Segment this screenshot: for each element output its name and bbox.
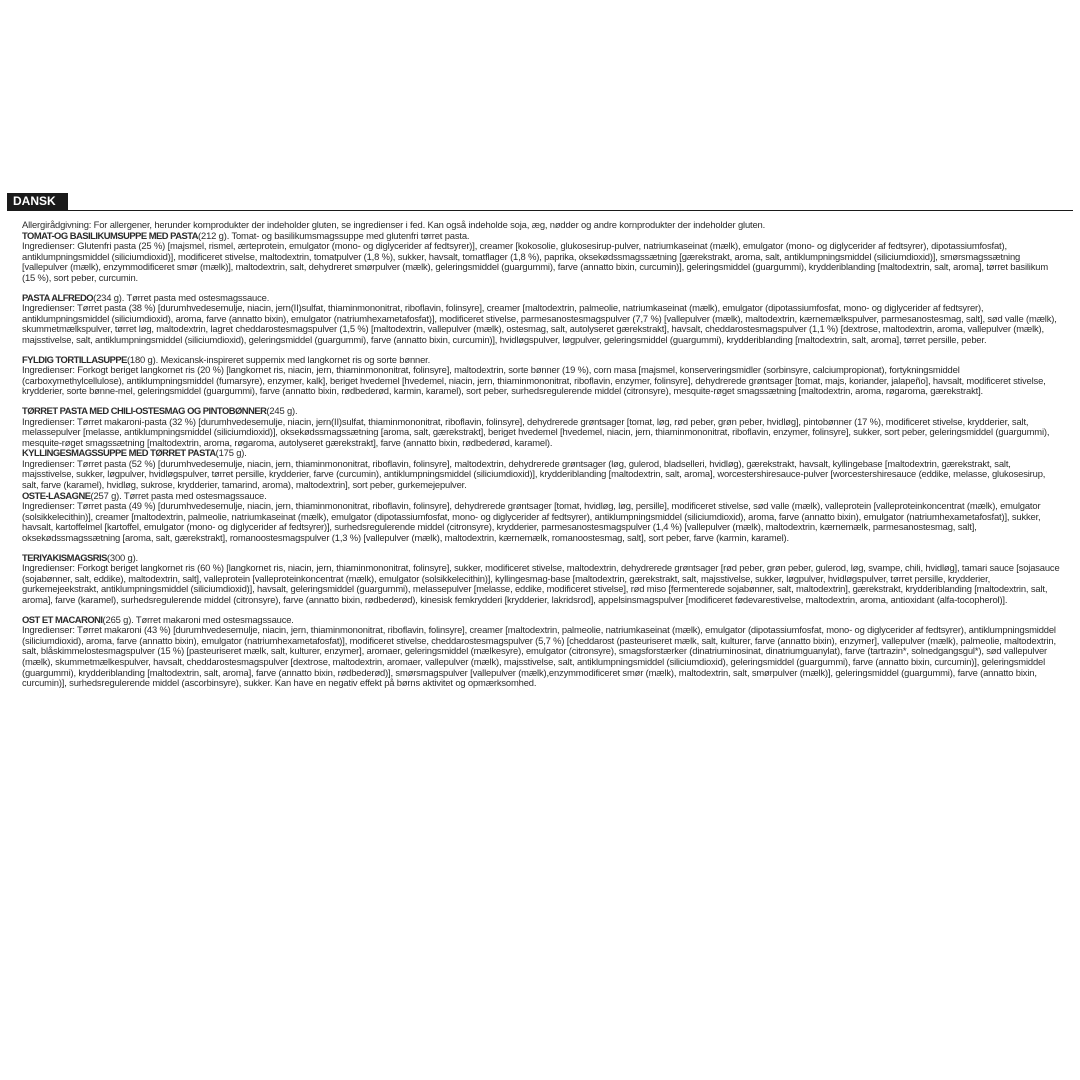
product-name: OST ET MACARONI xyxy=(22,613,103,625)
product-name: PASTA ALFREDO xyxy=(22,291,94,303)
product-name: TOMAT-OG BASILIKUMSUPPE MED PASTA xyxy=(22,229,199,241)
product-section xyxy=(22,615,1062,689)
product-weight: (212 g). xyxy=(198,229,230,241)
product-description: Tomat- og basilikumsmagssuppe med glutenfri tørret pasta. xyxy=(229,229,470,241)
product-header xyxy=(22,406,1062,417)
product-name: KYLLINGESMAGSSUPPE MED TØRRET PASTA xyxy=(22,447,216,459)
product-name: TERIYAKISMAGSRIS xyxy=(22,551,107,563)
product-name: FYLDIG TORTILLASUPPE xyxy=(22,353,127,365)
product-section xyxy=(22,355,1062,397)
product-weight: (245 g). xyxy=(266,404,298,416)
product-ingredients: Ingredienser: Tørret pasta (38 %) [durumhvedesemulje, niacin, jern(II)sulfat, thiaminmononitrat, riboflavin, folinsyre], creamer [maltodextrin, palmeolie, natriumkaseinat (mælk), emulgator (dipotassiumfosfat, mono- og diglycerider af fedtsyrer), antiklumpningsmiddel (siliciumdioxid), aroma, farve (annatto bixin), emulgator (natriumhexametafosfat)], modificeret stivelse, parmesanostesmagspulver (7,7 %) [vallepulver (mælk), maltodextrin, kærnemælkspulver, parmesanostesmag, salt], sød valle (mælk), skummetmælkspulver, tørret løg, maltodextrin, lagret cheddarostesmagspulver (1,5 %) [maltodextrin, vallepulver (mælk), ostesmag, salt, autolyseret gærekstrakt], havsalt, cheddarostesmagspulver (1,1 %) [dextrose, maltodextrin, aroma, vallepulver (mælk), majsstivelse, salt, antiklumpningsmiddel (siliciumdioxid), geleringsmiddel (guargummi), farve (annatto bixin, curcumin)], hvidløgspulver, løgpulver, geleringsmiddel (guargummi), krydderiblanding [maltodextrin, salt, aroma], tørret persille, peber. xyxy=(22,302,1057,345)
product-weight: (180 g). xyxy=(126,353,159,365)
language-label: DANSK xyxy=(7,193,68,210)
product-section xyxy=(22,293,1062,346)
product-weight: (257 g). xyxy=(90,489,122,501)
header-divider xyxy=(7,210,1073,211)
allergy-notice: Allergirådgivning: For allergener, herunder kornprodukter der indeholder gluten, se ingredienser i fed. Kan også indeholde soja, æg, nødder og andre kornprodukter der indeholder gluten. xyxy=(22,219,766,230)
product-weight: (300 g). xyxy=(106,551,139,563)
product-ingredients: Ingredienser: Tørret pasta (52 %) [durumhvedesemulje, niacin, jern, thiaminmononitrat, riboflavin, folinsyre], maltodextrin, dehydrerede grøntsager (løg, gulerod, bladselleri, hvidløg), gærekstrakt, havsalt, kyllingebase [maltodextrin, gærekstrakt, salt, majsstivelse, sukker, løgpulver, hvidløgspulver, tørret persille, krydderier, farve (curcumin), antiklumpningsmiddel (siliciumdioxid)], krydderiblanding [maltodextrin, salt, aroma], worcestershiresauce-pulver [worcestershiresauce (eddike, melasse, glukosesirup, salt, farve (karamel), hvidløg, sukrose, krydderier, tamarind, aroma), maltodextrin], sort peber, gurkemejepulver. xyxy=(22,457,1046,491)
product-section xyxy=(22,491,1062,544)
product-section xyxy=(22,406,1062,448)
product-description: Tørret makaroni med ostesmagssauce. xyxy=(133,613,294,625)
product-weight: (175 g). xyxy=(215,447,247,459)
product-section xyxy=(22,553,1062,606)
product-weight: (265 g). xyxy=(102,613,134,625)
product-ingredients: Ingredienser: Tørret makaroni-pasta (32 %) [durumhvedesemulje, niacin, jern(II)sulfat, thiaminmononitrat, riboflavin, folinsyre], dehydrerede grøntsager [tomat, løg, rød peber, grøn peber, hvidløg], pintobønner (17 %), modificeret stivelse, krydderier, salt, melassepulver [melasse, antiklumpningsmiddel (siliciumdioxid)], oksekødssmagssætning [aroma, salt, gærekstrakt], beriget hvedemel [hvedemel, niacin, jern, thiaminmononitrat, riboflavin, enzymer, folinsyre], sukker, sort peber, geleringsmiddel (guargummi), mesquite-røget smagssætning [maltodextrin, aroma, røgaroma, autolyseret gærekstrakt], farve (annatto bixin, rødbederød, karamel). xyxy=(22,415,1050,448)
product-name: OSTE-LASAGNE xyxy=(22,489,91,501)
product-section xyxy=(22,231,1062,284)
product-ingredients: Ingredienser: Glutenfri pasta (25 %) [majsmel, rismel, ærteprotein, emulgator (mono- og diglycerider af fedtsyrer)], creamer [kokosolie, glukosesirup-pulver, natriumkaseinat (mælk), emulgator (mono- og diglycerider af fedtsyrer), dipotassiumfosfat), antiklumpningsmiddel (siliciumdioxid)], modificeret stivelse, maltodextrin, tomatpulver (1,8 %), sukker, havsalt, tomatflager (1,8 %), paprika, oksekødssmagssætning [gærekstrakt, aroma, salt, antiklumpningsmiddel (siliciumdioxid)], smørsmagssætning [vallepulver (mælk), enzymmodificeret smør (mælk)], maltodextrin, salt, dehydreret smørpulver (mælk), geleringsmiddel (guargummi), farve (annatto bixin, curcumin)], geleringsmiddel (guargummi), krydderiblanding [maltodextrin, salt, aroma], tørret basilikum (15 %), sort peber, curcumin. xyxy=(22,240,1049,283)
ingredient-document xyxy=(22,220,1062,689)
product-description: Tørret pasta med ostesmagssauce. xyxy=(121,489,267,501)
product-ingredients: Ingredienser: Tørret pasta (49 %) [durumhvedesemulje, niacin, jern, thiaminmononitrat, riboflavin, folinsyre], dehydrerede grøntsager [tomat, hvidløg, løg, persille], modificeret stivelse, sød valle (mælk), valleprotein [valleproteinkoncentrat (mælk), emulgator (solsikkelecithin)], creamer [maltodextrin, palmeolie, natriumkaseinat (mælk), emulgator (dipotassiumfosfat, mono- og diglycerider af fedtsyrer), antiklumpningsmiddel (siliciumdioxid), aroma, farve (annatto bixin), emulgator (natriumhexametafosfat)], sukker, havsalt, kartoffelmel [kartoffel, emulgator (mono- og diglycerider af fedtsyrer)], surhedsregulerende middel (citronsyre), krydderier, parmesanostesmagspulver (1,4 %) [vallepulver (mælk), maltodextrin, kærnemælk, parmesanostesmag, salt], oksekødssmagssætning [aroma, salt, gærekstrakt], romanoostesmagspulver (1,3 %) [vallepulver (mælk), maltodextrin, kærnemælk, romanoostesmag, salt], sort peber, farve (karmin, karamel). xyxy=(22,500,1041,544)
product-ingredients: Ingredienser: Tørret makaroni (43 %) [durumhvedesemulje, niacin, jern, thiaminmononitrat, riboflavin, folinsyre], creamer [maltodextrin, palmeolie, natriumkaseinat (mælk), emulgator (dipotassiumfosfat, mono- og diglycerider af fedtsyrer), antiklumpningsmiddel (siliciumdioxid), aroma, farve (annatto bixin), emulgator (natriumhexametafosfat)], modificeret stivelse, cheddarostesmagspulver (5,7 %) [cheddarost (pasteuriseret mælk, salt, kulturer, farve (annatto bixin), enzymer], vallepulver (mælk), palmeolie, maltodextrin, salt, blåskimmelostesmagspulver (15 %) [pasteuriseret mælk, salt, kulturer, enzymer], aromaer, geleringsmiddel (mælkesyre), emulgator (citronsyre), smagsforstærker (dinatriuminosinat, dinatriumguanylat), farve (tartrazin*, solnedgangsgul*), sød vallepulver (mælk), skummetmælkespulver, havsalt, cheddarostesmagspulver [dextrose, maltodextrin, aromaer, vallepulver (mælk), majsstivelse, salt, antiklumpningsmiddel (siliciumdioxid), geleringsmiddel (guargummi), farve (annatto bixin, curcumin)], geleringsmiddel (guargummi), krydderiblanding [maltodextrin, salt, aroma], farve (annatto bixin, rødbederød)], smørsmagspulver [vallepulver (mælk),enzymmodificeret smør (mælk), maltodextrin, salt, smørpulver (mælk)], geleringsmiddel (guargummi), farve (annatto bixin, curcumin)], surhedsregulerende middel (ascorbinsyre), sukker. Kan have en negativ effekt på børns aktivitet og opmærksomhed. xyxy=(22,624,1056,689)
product-sections xyxy=(22,231,1062,689)
product-weight: (234 g). xyxy=(93,291,125,303)
product-description: Mexicansk-inspireret suppemix med langkornet ris og sorte bønner. xyxy=(158,353,431,365)
product-description: Tørret pasta med ostesmagssauce. xyxy=(124,291,270,303)
product-section xyxy=(22,448,1062,490)
product-name: TØRRET PASTA MED CHILI-OSTESMAG OG PINTOBØNNER xyxy=(22,404,267,416)
product-ingredients: Ingredienser: Forkogt beriget langkornet ris (20 %) [langkornet ris, niacin, jern, thiaminmononitrat, folinsyre], maltodextrin, sorte bønner (19 %), corn masa [majsmel, konserveringsmidler (sorbinsyre, calciumpropionat), fortykningsmiddel (carboxymethylcellulose), antiklumpningsmiddel (fumarsyre), enzymer, kalk], beriget hvedemel [hvedemel, niacin, jern, thiaminmononitrat, riboflavin, enzymer, folinsyre], dehydrerede grøntsager [tomat, majs, koriander, jalapeño], havsalt, modificeret stivelse, krydderier, sorte bønne-mel, geleringsmiddel (guargummi), farve (annatto bixin, rødbederød, karmin, karamel), sort peber, surhedsregulerende middel (citronsyre), mesquite-røget smagssætning [maltodextrin, aroma, røgaroma, gærekstrakt]. xyxy=(22,364,1046,397)
product-ingredients: Ingredienser: Forkogt beriget langkornet ris (60 %) [langkornet ris, niacin, jern, thiaminmononitrat, folinsyre], sukker, modificeret stivelse, maltodextrin, dehydrerede grøntsager [rød peber, grøn peber, gulerod, løg, svampe, chili, hvidløg], tamari sauce [sojasauce (sojabønner, salt, eddike), maltodextrin, salt], valleprotein [valleproteinkoncentrat (mælk), emulgator (solsikkelecithin)], kyllingesmag-base [maltodextrin, gærekstrakt, salt, majsstivelse, sukker, løgpulver, hvidløgspulver, tørret persille, krydderier, gurkemejeekstrakt, antiklumpningsmiddel (siliciumdioxid)], havsalt, geleringsmiddel (guargummi), melassepulver [melasse, eddike, modificeret stivelse], rød miso [fermenterede sojabønner, salt, maltodextrin], gærekstrakt, krydderiblanding [maltodextrin, salt, aroma], farve (karamel), surhedsregulerende middel (citronsyre), farve (annatto bixin, rødbederød), kinesisk femkrydderi [krydderier, lakridsrod], appelsinsmagspulver [modificeret fødevarestivelse, maltodextrin, aroma, antioxidant (alfa-tocopherol)]. xyxy=(22,562,1060,605)
